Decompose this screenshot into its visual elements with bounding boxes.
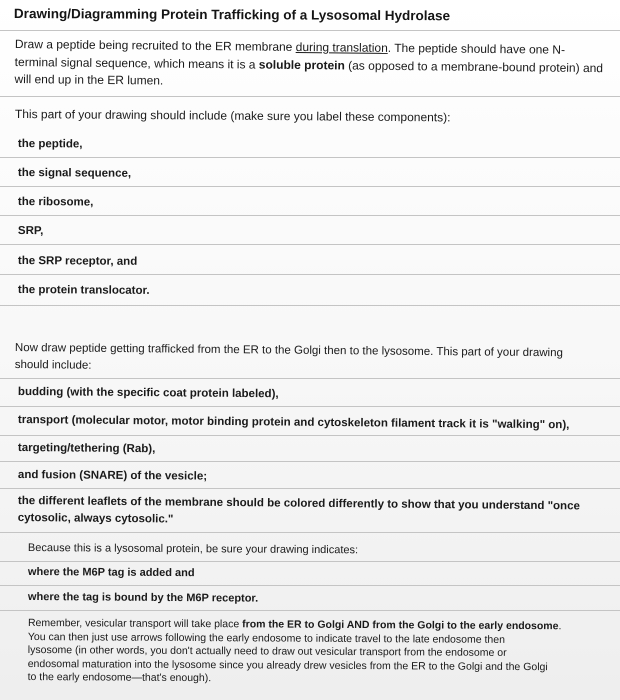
title-divider	[0, 30, 620, 31]
intro-line-3: will end up in the ER lumen.	[14, 71, 164, 88]
remember-emphasis: from the ER to Golgi AND from the Golgi to the early endosome	[242, 618, 559, 633]
document-title: Drawing/Diagramming Protein Trafficking of a Lysosomal Hydrolase	[13, 6, 451, 24]
divider-1	[0, 157, 620, 158]
part1-item-protein-translocator: the protein translocator.	[17, 284, 150, 297]
intro-paragraph	[14, 36, 615, 95]
part2-instruction-line-2: should include:	[14, 358, 92, 372]
part1-item-srp: SRP,	[17, 225, 44, 238]
part1-instruction: This part of your drawing should include (make sure you label these components):	[14, 106, 451, 125]
soluble-protein-text: soluble protein	[258, 57, 345, 72]
part1-item-peptide: the peptide,	[17, 138, 83, 151]
divider-4	[0, 244, 620, 245]
part2-item-budding: budding (with the specific coat protein labeled),	[17, 386, 279, 401]
remember-line-2: You can then just use arrows following the early endosome to indicate travel to the late endosome then	[27, 630, 505, 646]
divider-7	[0, 378, 620, 379]
divider-12	[0, 532, 620, 533]
divider-9	[0, 435, 620, 436]
remember-line-5: to the early endosome—that's enough).	[27, 671, 212, 685]
part2-instruction	[15, 340, 615, 380]
intro-line-2-text: terminal signal sequence, which means it is a	[14, 54, 259, 72]
m6p-item-added: where the M6P tag is added and	[27, 566, 195, 580]
divider-8	[0, 406, 620, 407]
part2-item-transport: transport (molecular motor, motor binding protein and cytoskeleton filament track it is "walking" on),	[17, 414, 570, 432]
remember-line-1-end: .	[558, 620, 562, 633]
remember-line-1-text: Remember, vesicular transport will take place	[27, 617, 243, 631]
intro-divider	[0, 96, 620, 97]
divider-3	[0, 215, 620, 216]
divider-10	[0, 461, 620, 462]
part2-instruction-line-1: Now draw peptide getting trafficked from the ER to the Golgi then to the lysosome. This part of your drawing	[14, 341, 563, 360]
part1-item-signal-sequence: the signal sequence,	[17, 167, 132, 180]
remember-line-3: lysosome (in other words, you don't actually need to draw out vesicular transport from the endosome or	[27, 644, 507, 660]
divider-14	[0, 585, 620, 586]
intro-line-1-end: . The peptide should have one N-	[387, 40, 566, 57]
divider-15	[0, 610, 620, 611]
lysosomal-note: Because this is a lysosomal protein, be sure your drawing indicates:	[27, 542, 359, 557]
divider-13	[0, 561, 620, 562]
part1-item-srp-receptor: the SRP receptor, and	[17, 255, 138, 268]
part1-item-ribosome: the ribosome,	[17, 196, 94, 209]
intro-line-1-text: Draw a peptide being recruited to the ER membrane	[14, 36, 296, 54]
remember-paragraph	[28, 617, 608, 689]
remember-line-4: endosomal maturation into the lysosome since you already drew vesicles from the ER to the Golgi and the Golgi	[27, 657, 548, 673]
divider-6	[0, 305, 620, 306]
part2-item-targeting: targeting/tethering (Rab),	[17, 442, 156, 456]
m6p-item-bound: where the tag is bound by the M6P receptor.	[27, 591, 259, 605]
intro-line-2-end: (as opposed to a membrane-bound protein) and	[344, 57, 604, 75]
part2-item-fusion: and fusion (SNARE) of the vesicle;	[17, 469, 208, 483]
divider-2	[0, 186, 620, 187]
leaflets-line-2: cytosolic, always cytosolic."	[17, 511, 174, 526]
divider-5	[0, 274, 620, 275]
during-translation-text: during translation	[295, 39, 388, 55]
part2-leaflets-note	[18, 493, 580, 532]
leaflets-line-1: the different leaflets of the membrane should be colored differently to show that you understand "once	[17, 494, 580, 513]
divider-11	[0, 488, 620, 489]
